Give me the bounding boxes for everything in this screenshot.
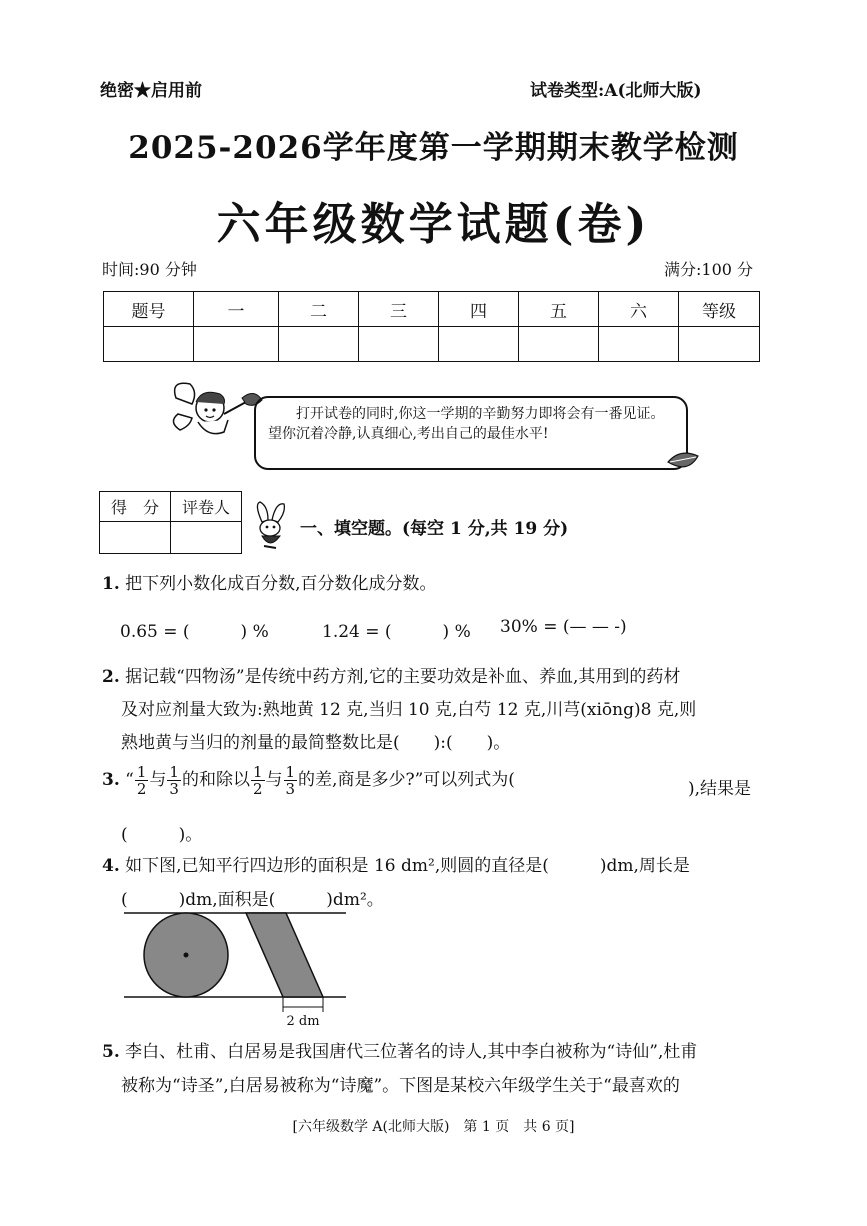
question-text-line: 据记载“四物汤”是传统中药方剂,它的主要功效是补血、养血,其用到的药材 (125, 667, 681, 687)
circle-center (184, 953, 189, 958)
score-cell[interactable] (104, 327, 194, 362)
rabbit-icon (250, 500, 292, 552)
score-header-cell: 六 (599, 292, 679, 327)
q1-blank-c[interactable]: 30% = (— — -) (500, 617, 627, 637)
fraction-one-third: $\frac{1}{3}$ (285, 763, 296, 798)
grader-label: 评卷人 (171, 492, 242, 522)
question-text-line: 被称为“诗圣”,白居易被称为“诗魔”。下图是某校六年级学生关于“最喜欢的 (121, 1076, 680, 1096)
section-score-cell[interactable] (100, 522, 171, 554)
question-text-line: 如下图,已知平行四边形的面积是 16 dm²,则圆的直径是( )dm,周长是 (125, 856, 690, 876)
leaf-icon (666, 448, 702, 476)
question-number: 5. (102, 1042, 120, 1062)
question-text-line[interactable]: ( )dm,面积是( )dm²。 (121, 890, 384, 910)
section-1-title: 一、填空题。(每空 1 分,共 19 分) (300, 519, 569, 539)
score-header-cell: 三 (359, 292, 439, 327)
base-label: 2 dm (286, 1014, 320, 1029)
section-grader-cell[interactable] (171, 522, 242, 554)
question-text-line: 李白、杜甫、白居易是我国唐代三位著名的诗人,其中李白被称为“诗仙”,杜甫 (125, 1042, 698, 1062)
parallelogram-shape (246, 913, 323, 997)
score-header-cell: 一 (194, 292, 279, 327)
score-header-cell: 等级 (679, 292, 760, 327)
q3-result-blank[interactable]: ( )。 (121, 825, 203, 845)
confidential-label: 绝密★启用前 (100, 81, 202, 101)
q1-blank-b[interactable]: 1.24 = ( ) % (322, 622, 471, 642)
question-text: 把下列小数化成百分数,百分数化成分数。 (125, 574, 437, 594)
score-cell[interactable] (599, 327, 679, 362)
score-cell[interactable] (439, 327, 519, 362)
question-number: 1. (102, 574, 120, 594)
question-text-line[interactable]: 熟地黄与当归的剂量的最简整数比是( ):( )。 (121, 733, 511, 753)
question-2 (102, 662, 680, 687)
paper-type: 试卷类型:A(北师大版) (530, 81, 702, 101)
score-table-header-row (104, 292, 760, 327)
score-table (103, 291, 760, 362)
score-header-cell: 五 (519, 292, 599, 327)
fraction-one-third: $\frac{1}{3}$ (169, 763, 179, 798)
score-cell[interactable] (679, 327, 760, 362)
question-3: 3. “ $\frac{1}{2}$ 与 $\frac{1}{3}$ 的和除以 $\frac{1}{2}$ 与 $\frac{1}{3}$ 的差,商是多少?”可以列式为( (102, 763, 515, 798)
question-4 (102, 851, 690, 876)
page-footer: [六年级数学 A(北师大版) 第 1 页 共 6 页] (292, 1119, 575, 1135)
circle-parallelogram-figure (120, 906, 352, 1030)
score-cell[interactable] (359, 327, 439, 362)
question-number: 3. (102, 770, 120, 790)
q3-result-label: ),结果是 (688, 779, 752, 799)
fraction-one-half: $\frac{1}{2}$ (136, 763, 147, 798)
exam-title: 2025-2026学年度第一学期期末教学检测 (128, 130, 739, 166)
score-header-cell: 二 (279, 292, 359, 327)
score-header-cell: 四 (439, 292, 519, 327)
question-1 (102, 569, 437, 594)
score-cell[interactable] (519, 327, 599, 362)
exam-time: 时间:90 分钟 (102, 260, 197, 279)
question-number: 4. (102, 856, 120, 876)
fraction-one-half: $\frac{1}{2}$ (252, 763, 263, 798)
score-label: 得 分 (100, 492, 171, 522)
question-number: 2. (102, 667, 120, 687)
q1-blank-a[interactable]: 0.65 = ( ) % (120, 622, 269, 642)
grader-table (99, 491, 242, 554)
question-text-line: 及对应剂量大致为:熟地黄 12 克,当归 10 克,白芍 12 克,川芎(xiōng)8 克,则 (121, 700, 697, 720)
exam-subtitle: 六年级数学试题(卷) (216, 199, 651, 250)
score-table-input-row (104, 327, 760, 362)
full-score: 满分:100 分 (664, 260, 754, 279)
score-cell[interactable] (279, 327, 359, 362)
score-header-cell: 题号 (104, 292, 194, 327)
open-quote: “ (125, 770, 134, 790)
score-cell[interactable] (194, 327, 279, 362)
encouragement-text: 打开试卷的同时,你这一学期的辛勤努力即将会有一番见证。望你沉着冷静,认真细心,考出自己的最佳水平! (268, 406, 665, 442)
question-5 (102, 1037, 697, 1062)
cherub-illustration (168, 378, 268, 448)
